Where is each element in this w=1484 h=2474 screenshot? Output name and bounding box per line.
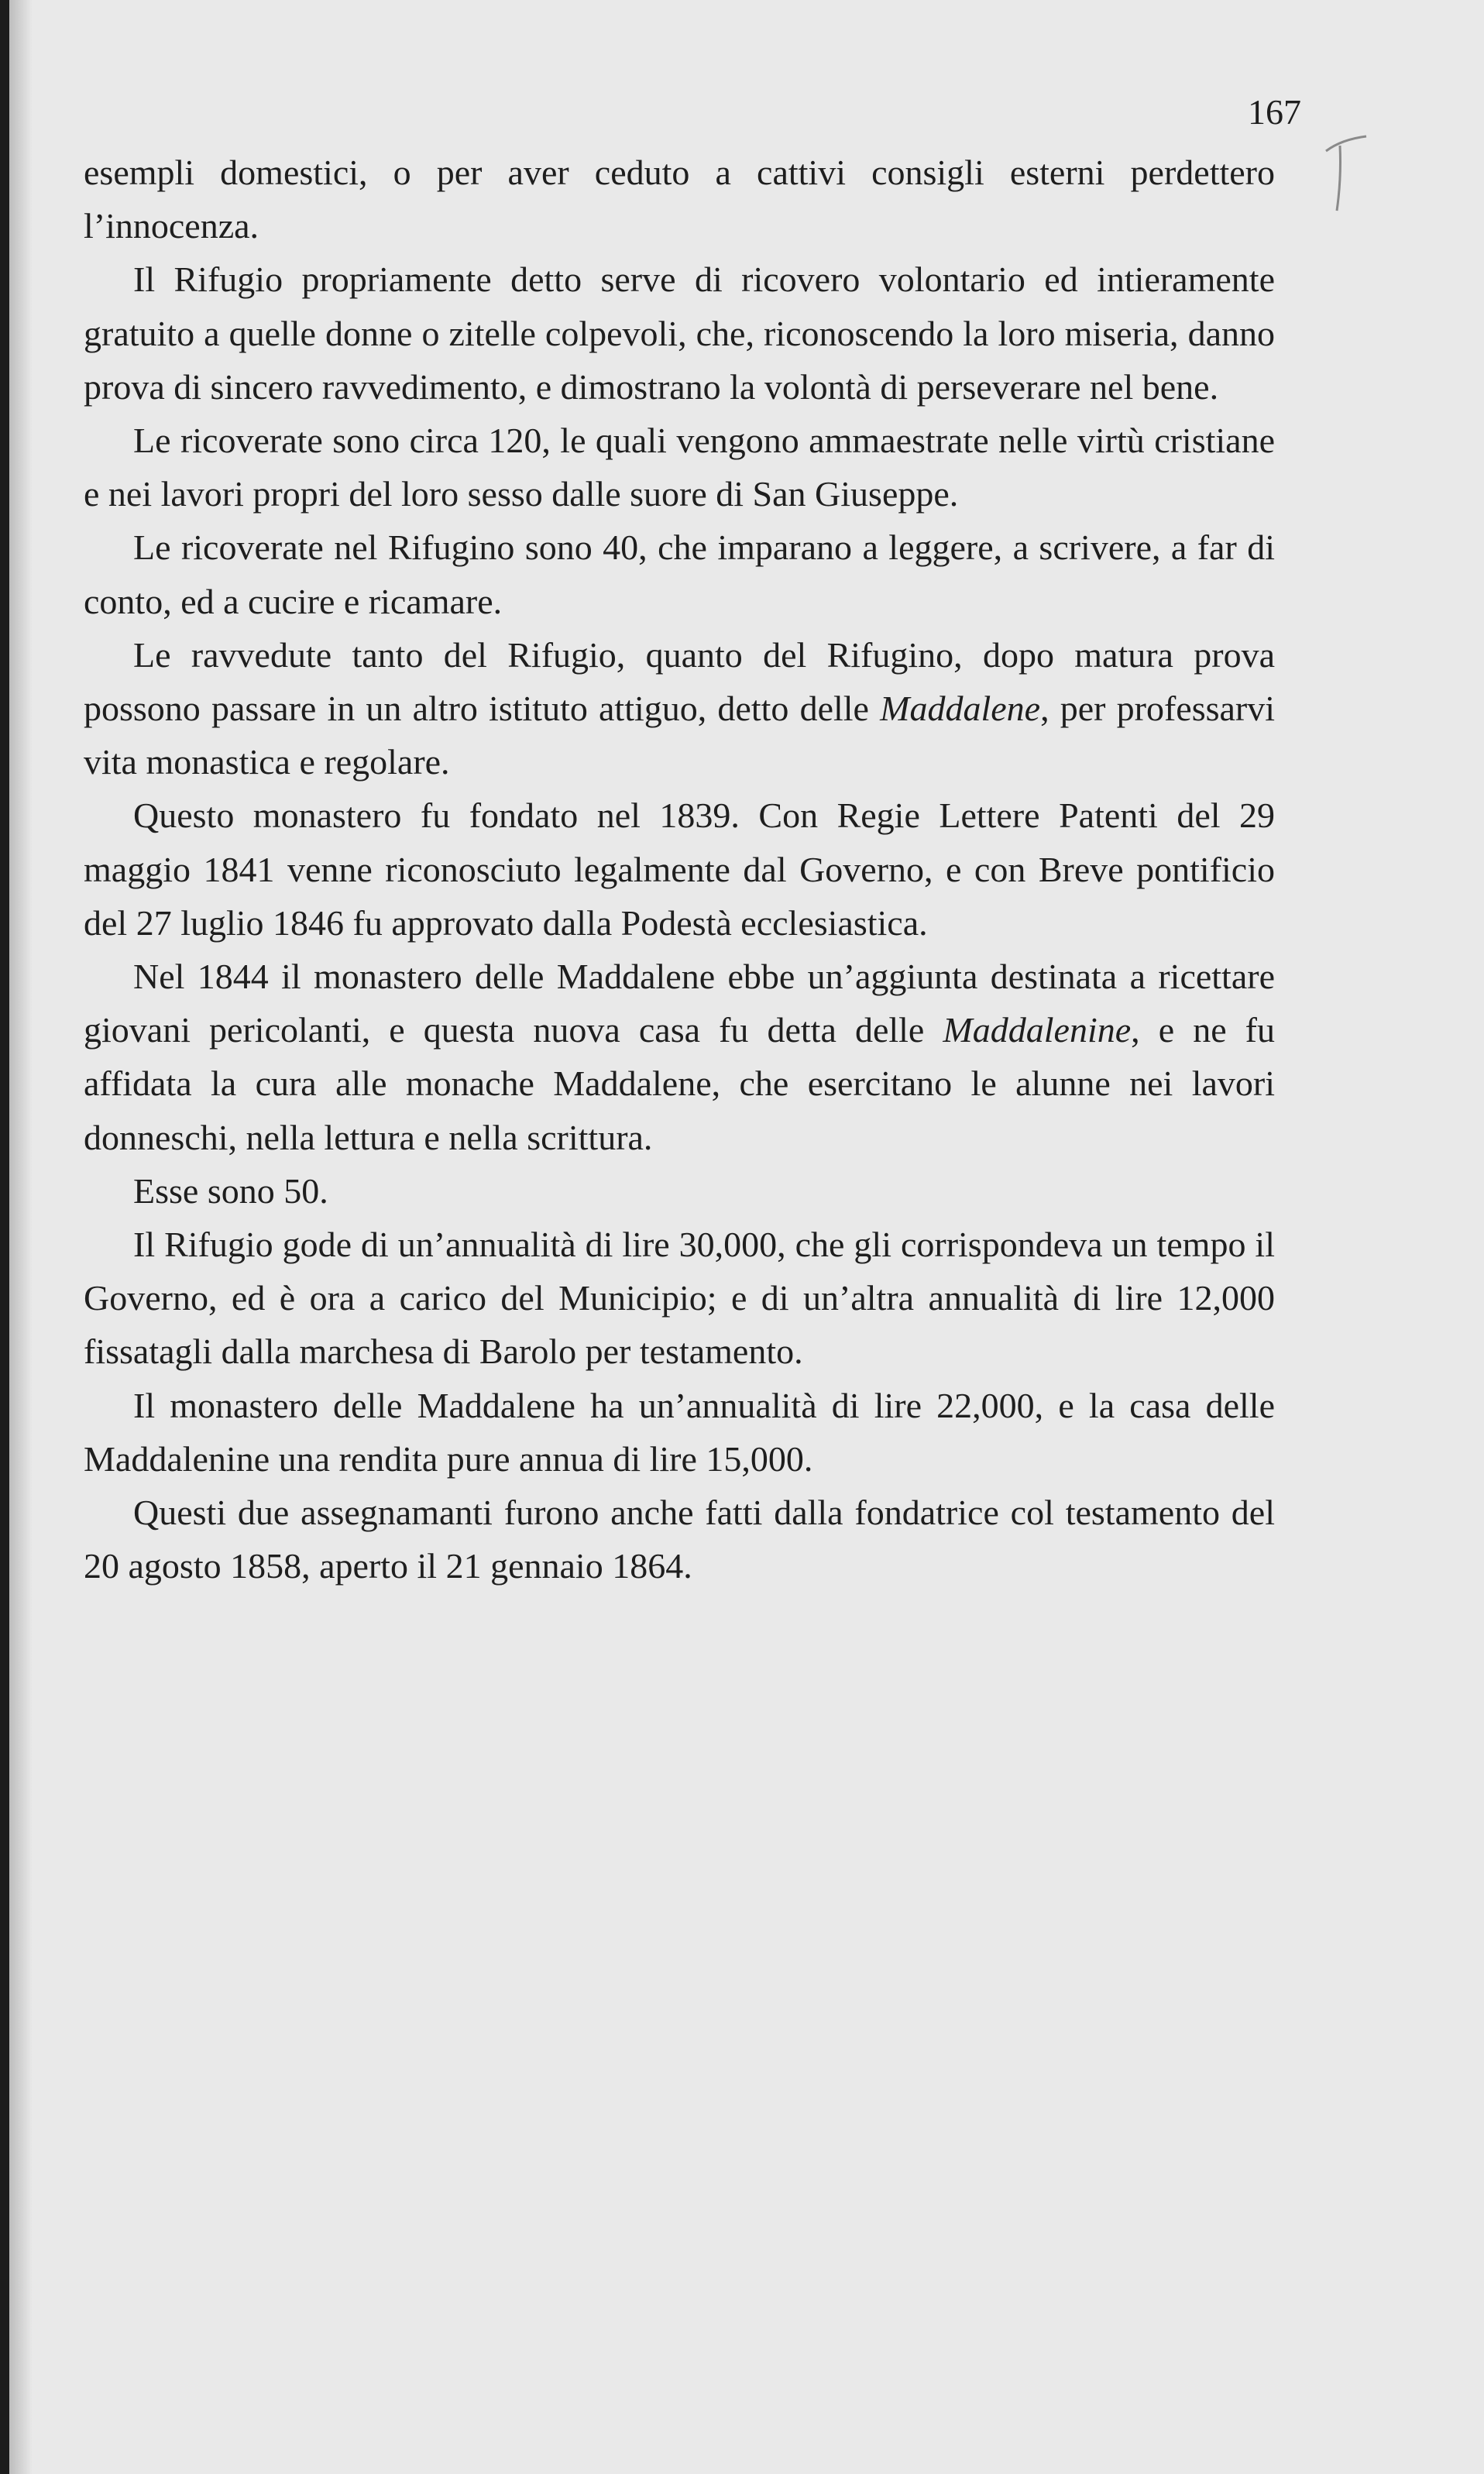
paragraph-esse-sono — [84, 1164, 1275, 1218]
paragraph-text: esempli domestici, o per aver ceduto a cattivi consigli esterni perdettero l’innocenza. — [84, 153, 1275, 246]
paragraph-ricoverate-count — [84, 414, 1275, 521]
paragraph-rifugino — [84, 521, 1275, 627]
page-edge-shadow — [9, 0, 33, 2474]
paragraph-maddalenine — [84, 950, 1275, 1164]
paragraph-continuation — [84, 146, 1275, 253]
paragraph-text: , per professarvi vita monastica e regolare. — [84, 689, 1276, 782]
paragraph-text: Esse sono 50. — [133, 1170, 328, 1211]
paragraph-text: Il monastero delle Maddalene ha un’annualità di lire 22,000, e la casa delle Maddalenine una rendita pure annua di lire 15,000. — [84, 1385, 1275, 1479]
paragraph-text: Le ravvedute tanto del Rifugio, quanto del Rifugino, dopo matura prova possono passare in un altro istituto attiguo, detto delle — [84, 634, 1275, 729]
body-text — [84, 146, 1275, 1593]
paragraph-text: Le ricoverate nel Rifugino sono 40, che imparano a leggere, a scrivere, a far di conto, ed a cucire e ricamare. — [84, 527, 1275, 621]
scanned-page — [9, 0, 1484, 2474]
page-number: 167 — [1248, 92, 1301, 132]
paragraph-text: Le ricoverate sono circa 120, le quali vengono ammaestrate nelle virtù cristiane e nei lavori propri del loro sesso dalle suore di San Giuseppe. — [84, 421, 1275, 514]
italic-term: Maddalenine — [943, 1010, 1132, 1050]
paragraph-text: , e ne fu affidata la cura alle monache Maddalene, che esercitano le alunne nei lavori donneschi, nella lettura e nella scrittura. — [84, 1010, 1276, 1157]
paragraph-monastero-fondato — [84, 789, 1275, 950]
paragraph-text: Nel 1844 il monastero delle Maddalene ebbe un’aggiunta destinata a ricettare giovani pericolanti, e questa nuova casa fu detta delle — [84, 957, 1275, 1050]
paragraph-text: Questi due assegnamanti furono anche fatti dalla fondatrice col testamento del 20 agosto 1858, aperto il 21 gennaio 1864. — [84, 1493, 1275, 1586]
pencil-mark-icon — [1318, 132, 1372, 217]
paragraph-text: Questo monastero fu fondato nel 1839. Con Regie Lettere Patenti del 29 maggio 1841 venne riconosciuto legalmente dal Governo, e con Breve pontificio del 27 luglio 1846 fu approvato dalla Podestà ecclesiastica. — [84, 795, 1275, 943]
italic-term: Maddalene — [880, 689, 1041, 729]
paragraph-text: Il Rifugio gode di un’annualità di lire 30,000, che gli corrispondeva un tempo il Governo, ed è ora a carico del Municipio; e di un’altra annualità di lire 12,000 fissatagli dalla marchesa di Barolo per testamento. — [84, 1225, 1275, 1372]
paragraph-assegnamenti — [84, 1486, 1275, 1593]
paragraph-rifugio-description — [84, 253, 1275, 414]
paragraph-text: Il Rifugio propriamente detto serve di ricovero volontario ed intieramente gratuito a quelle donne o zitelle colpevoli, che, riconoscendo la loro miseria, danno prova di sincero ravvedimento, e dimostrano la volontà di perseverare nel bene. — [84, 259, 1275, 407]
paragraph-annualita-maddalene — [84, 1379, 1275, 1486]
paragraph-maddalene-transfer — [84, 628, 1275, 789]
paragraph-annualita-rifugio — [84, 1218, 1275, 1379]
